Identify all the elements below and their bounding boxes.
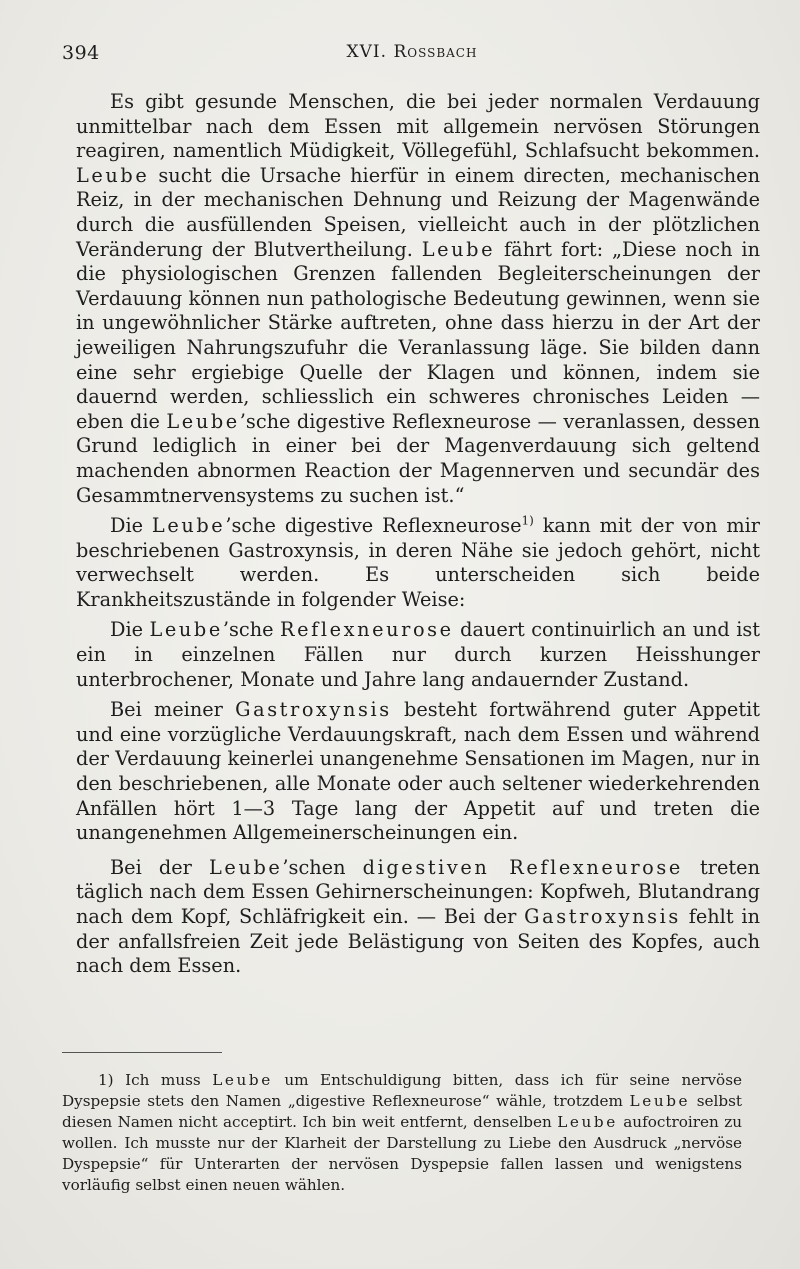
text-run: kann mit der von mir beschriebenen Gastroxynsis, in deren Nähe sie jedoch gehört, nicht verwechselt werden. Es unterscheiden sich beide Krankheitszustände in folgender Weise:	[76, 514, 760, 611]
spaced-name: Leube	[629, 1092, 691, 1110]
spaced-name: Leube	[76, 163, 150, 187]
footnote	[62, 1070, 742, 1196]
text-run: um Entschuldigung bitten, dass ich für seine nervöse Dyspepsie stets den Namen „digestive Reflexneurose“ wähle, trotzdem	[62, 1071, 742, 1110]
text-run: besteht fortwährend guter Appetit und eine vorzügliche Verdauungskraft, nach dem Essen und während der Verdauung keinerlei unangenehme Sensationen im Magen, nur in den beschriebenen, alle Monate oder auch seltener wiederkehrenden Anfällen hört 1—3 Tage lang der Appetit auf und treten die unangenehmen Allgemeinerscheinungen ein.	[76, 698, 760, 845]
text-run: Bei der	[110, 855, 210, 879]
footnote-marker[interactable]: 1)	[521, 513, 534, 528]
text-run: ’schen	[282, 855, 363, 879]
main-text	[76, 90, 760, 979]
text-run: fährt fort: „Diese noch in die physiologischen Grenzen fallenden Begleiterscheinungen der Verdauung können nun pathologische Bedeutung gewinnen, wenn sie in ungewöhnlicher Stärke auftreten, ohne dass hierzu in der Art der jeweiligen Nahrungszufuhr die Veranlassung läge. Sie bilden dann eine sehr ergiebige Quelle der Klagen und können, indem sie dauernd werden, schliesslich ein schweres chronisches Leiden — eben die	[76, 237, 760, 433]
spaced-term: Gastroxynsis	[524, 905, 681, 928]
spaced-name: Leube	[557, 1113, 618, 1131]
text-run: ’sche	[222, 618, 280, 642]
author-name: Rossbach	[393, 42, 478, 62]
text-run: selbst diesen Namen nicht acceptirt. Ich bin weit entfernt, denselben	[62, 1092, 742, 1131]
text-run: aufoctroiren zu wollen. Ich musste nur der Klarheit der Darstellung zu Liebe den Ausdruck „nervöse Dyspepsie“ für Unterarten der nervösen Dyspepsie fallen lassen und wenigstens vorläufig selbst einen neuen wählen.	[62, 1113, 742, 1194]
spaced-name: Leube	[151, 514, 226, 538]
text-run: Bei meiner	[110, 698, 236, 722]
page-header	[62, 42, 762, 70]
spaced-name: Leube	[212, 1071, 273, 1089]
text-run: ’sche digestive Reflexneurose	[225, 514, 522, 538]
spaced-term: digestiven Reflexneurose	[362, 855, 683, 879]
running-head	[62, 42, 762, 62]
text-run: treten täglich nach dem Essen Gehirnerscheinungen: Kopfweh, Blutandrang nach dem Kopf, Schläfrigkeit ein. — Bei der	[76, 855, 761, 928]
text-run: Die	[110, 514, 152, 538]
paragraph-5	[76, 856, 760, 979]
footnote-text	[62, 1070, 742, 1196]
spaced-term: Gastroxynsis	[235, 698, 392, 722]
page-number: 394	[62, 42, 100, 64]
paragraph-4	[76, 698, 760, 846]
paragraph-3	[76, 618, 760, 692]
text-run: ’sche digestive Reflexneurose — veranlassen, dessen Grund lediglich in einer bei der Magenverdauung sich geltend machenden abnormen Reaction der Magennerven und secundär des Gesammtnervensystems zu suchen ist.“	[76, 409, 760, 507]
text-run: Es gibt gesunde Menschen, die bei jeder normalen Verdauung unmittelbar nach dem Essen mit allgemein nervösen Störungen reagiren, namentlich Müdigkeit, Völlegefühl, Schlafsucht bekommen.	[76, 90, 760, 163]
paragraph-1	[76, 90, 760, 508]
chapter-number: XVI.	[346, 42, 388, 62]
spaced-name: Leube	[421, 237, 496, 261]
paragraph-2	[76, 514, 760, 612]
text-run: dauert continuirlich an und ist ein in einzelnen Fällen nur durch kurzen Heisshunger unterbrochener, Monate und Jahre lang andauernder Zustand.	[76, 618, 761, 691]
text-run: fehlt in der anfallsfreien Zeit jede Belästigung von Seiten des Kopfes, auch nach dem Essen.	[76, 905, 760, 978]
text-run: sucht die Ursache hierfür in einem directen, mechanischen Reiz, in der mechanischen Dehnung und Reizung der Magenwände durch die ausfüllenden Speisen, vielleicht auch in der plötzlichen Veränderung der Blutvertheilung.	[76, 163, 760, 261]
spaced-name: Leube	[166, 409, 240, 433]
text-run: 1) Ich muss	[98, 1071, 213, 1089]
text-run: Die	[110, 618, 150, 642]
spaced-term: Reflexneurose	[280, 618, 454, 642]
footnote-divider	[62, 1052, 222, 1053]
spaced-name: Leube	[149, 618, 223, 642]
spaced-name: Leube	[209, 855, 283, 879]
